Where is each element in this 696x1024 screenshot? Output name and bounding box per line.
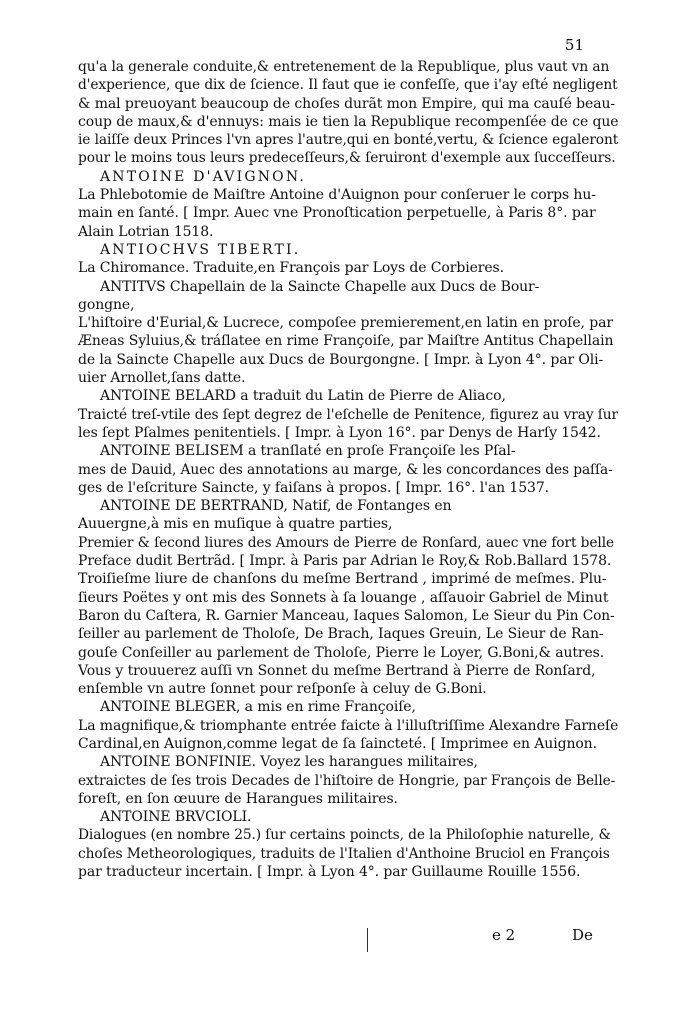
text-line: Vous y trouuerez auſſi vn Sonnet du meſme Bertrand à Pierre de Ronſard, <box>78 662 596 679</box>
text-line: Preface dudit Bertrãd. [ Impr. à Paris par Adrian le Roy,& Rob.Ballard 1578. <box>78 553 612 570</box>
entry-heading-line: ANTOINE DE BERTRAND, Natif, de Fontanges en <box>100 498 452 515</box>
text-line: extraictes de ſes trois Decades de l'hiſtoire de Hongrie, par François de Belle- <box>78 772 616 789</box>
text-line: ges de l'eſcriture Saincte, y faiſans à propos. [ Impr. 16°. l'an 1537. <box>78 479 550 496</box>
page-footer <box>0 926 696 946</box>
text-line: mes de Dauid, Auec des annotations au marge, & les concordances des paſſa- <box>78 461 613 478</box>
entry-heading-line: ANTOINE BONFINIE. Voyez les harangues militaires, <box>100 754 478 771</box>
text-line: ſieurs Poëtes y ont mis des Sonnets à ſa louange , aſſauoir Gabriel de Minut <box>78 589 609 606</box>
signature-mark: e 2 <box>492 926 516 944</box>
text-line: L'hiſtoire d'Eurial,& Lucrece, compoſee premierement,en latin en proſe, par <box>78 315 613 332</box>
entry-heading-line: ANTITVS Chapellain de la Saincte Chapelle aux Ducs de Bour- <box>100 278 540 295</box>
entry-heading-line: ANTOINE D'AVIGNON. <box>100 168 307 185</box>
page-text-block <box>78 58 618 881</box>
text-line: Æneas Syluius,& tráſlatee en rime Françoiſe, par Maiſtre Antitus Chapellain <box>78 333 614 350</box>
text-line: Dialogues (en nombre 25.) ſur certains poincts, de la Philoſophie naturelle, & <box>78 827 611 844</box>
entry-heading-line: ANTOINE BRVCIOLI. <box>100 809 252 826</box>
text-line: Auuergne,à mis en muſique à quatre parties, <box>78 516 393 533</box>
text-line: La Chiromance. Traduite,en François par Loys de Corbieres. <box>78 260 504 277</box>
entry-heading-line: ANTOINE BLEGER, a mis en rime Françoiſe, <box>100 699 416 716</box>
text-line: par traducteur incertain. [ Impr. à Lyon 4°. par Guillaume Rouille 1556. <box>78 864 581 881</box>
text-line: gongne, <box>78 296 135 313</box>
entry-heading-line: ANTOINE BELISEM a tranſlaté en proſe Françoiſe les Pſal- <box>100 443 516 460</box>
text-line: La magnifique,& triomphante entrée faicte à l'illuſtriſſime Alexandre Farneſe <box>78 717 619 734</box>
text-line: Cardinal,en Auignon,comme legat de ſa ſaincteté. [ Imprimee en Auignon. <box>78 735 597 752</box>
text-line: pour le moins tous leurs predeceſſeurs,& ſeruiront d'exemple aux ſucceſſeurs. <box>78 150 616 167</box>
text-line: Premier & ſecond liures des Amours de Pierre de Ronſard, auec vne fort belle <box>78 534 615 551</box>
text-line: Traicté treſ-vtile des ſept degrez de l'eſchelle de Penitence, figurez au vray ſur <box>78 406 619 423</box>
entry-heading-line: ANTIOCHVS TIBERTI. <box>100 241 301 258</box>
text-line: uier Arnollet,ſans datte. <box>78 370 246 387</box>
text-line: d'experience, que dix de ſcience. Il faut que ie confeſſe, que i'ay eſté negligent <box>78 77 618 94</box>
text-line: & mal preuoyant beaucoup de choſes durãt mon Empire, qui ma cauſé beau- <box>78 95 616 112</box>
text-line: qu'a la generale conduite,& entretenement de la Republique, plus vaut vn an <box>78 59 610 75</box>
text-line: Baron du Caſtera, R. Garnier Manceau, Iaques Salomon, Le Sieur du Pin Con- <box>78 607 615 624</box>
text-line: enſemble vn autre ſonnet pour reſponſe à celuy de G.Boni. <box>78 681 487 698</box>
text-line: de la Saincte Chapelle aux Ducs de Bourgongne. [ Impr. à Lyon 4°. par Oli- <box>78 351 604 368</box>
text-line: foreſt, en ſon œuure de Harangues militaires. <box>78 790 398 807</box>
text-line: choſes Metheorologiques, traduits de l'Italien d'Anthoine Bruciol en François <box>78 845 610 862</box>
text-line: les ſept Pſalmes penitentiels. [ Impr. à Lyon 16°. par Denys de Harſy 1542. <box>78 424 601 441</box>
text-line: coup de maux,& d'ennuys: mais ie tien la Republique recompenſée de ce que <box>78 113 619 130</box>
text-line: ſeiller au parlement de Tholoſe, De Brach, Iaques Greuin, Le Sieur de Ran- <box>78 626 604 643</box>
text-line: ie laiſſe deux Princes l'vn apres l'autre,qui en bonté,vertu, & ſcience egaleront <box>78 132 619 149</box>
text-line: La Phlebotomie de Maiſtre Antoine d'Auignon pour conſeruer le corps hu- <box>78 187 596 204</box>
catchword: De <box>572 926 593 944</box>
page-number: 51 <box>564 36 584 54</box>
entry-heading-line: ANTOINE BELARD a traduit du Latin de Pierre de Aliaco, <box>100 388 506 405</box>
text-line: main en ſanté. [ Impr. Auec vne Pronoſtication perpetuelle, à Paris 8°. par <box>78 205 596 222</box>
text-line: Troiſieſme liure de chanſons du meſme Bertrand , imprimé de meſmes. Plu- <box>78 571 607 588</box>
text-line: Alain Lotrian 1518. <box>78 223 214 240</box>
text-line: gouſe Conſeiller au parlement de Tholoſe, Pierre le Loyer, G.Boni,& autres. <box>78 644 605 661</box>
